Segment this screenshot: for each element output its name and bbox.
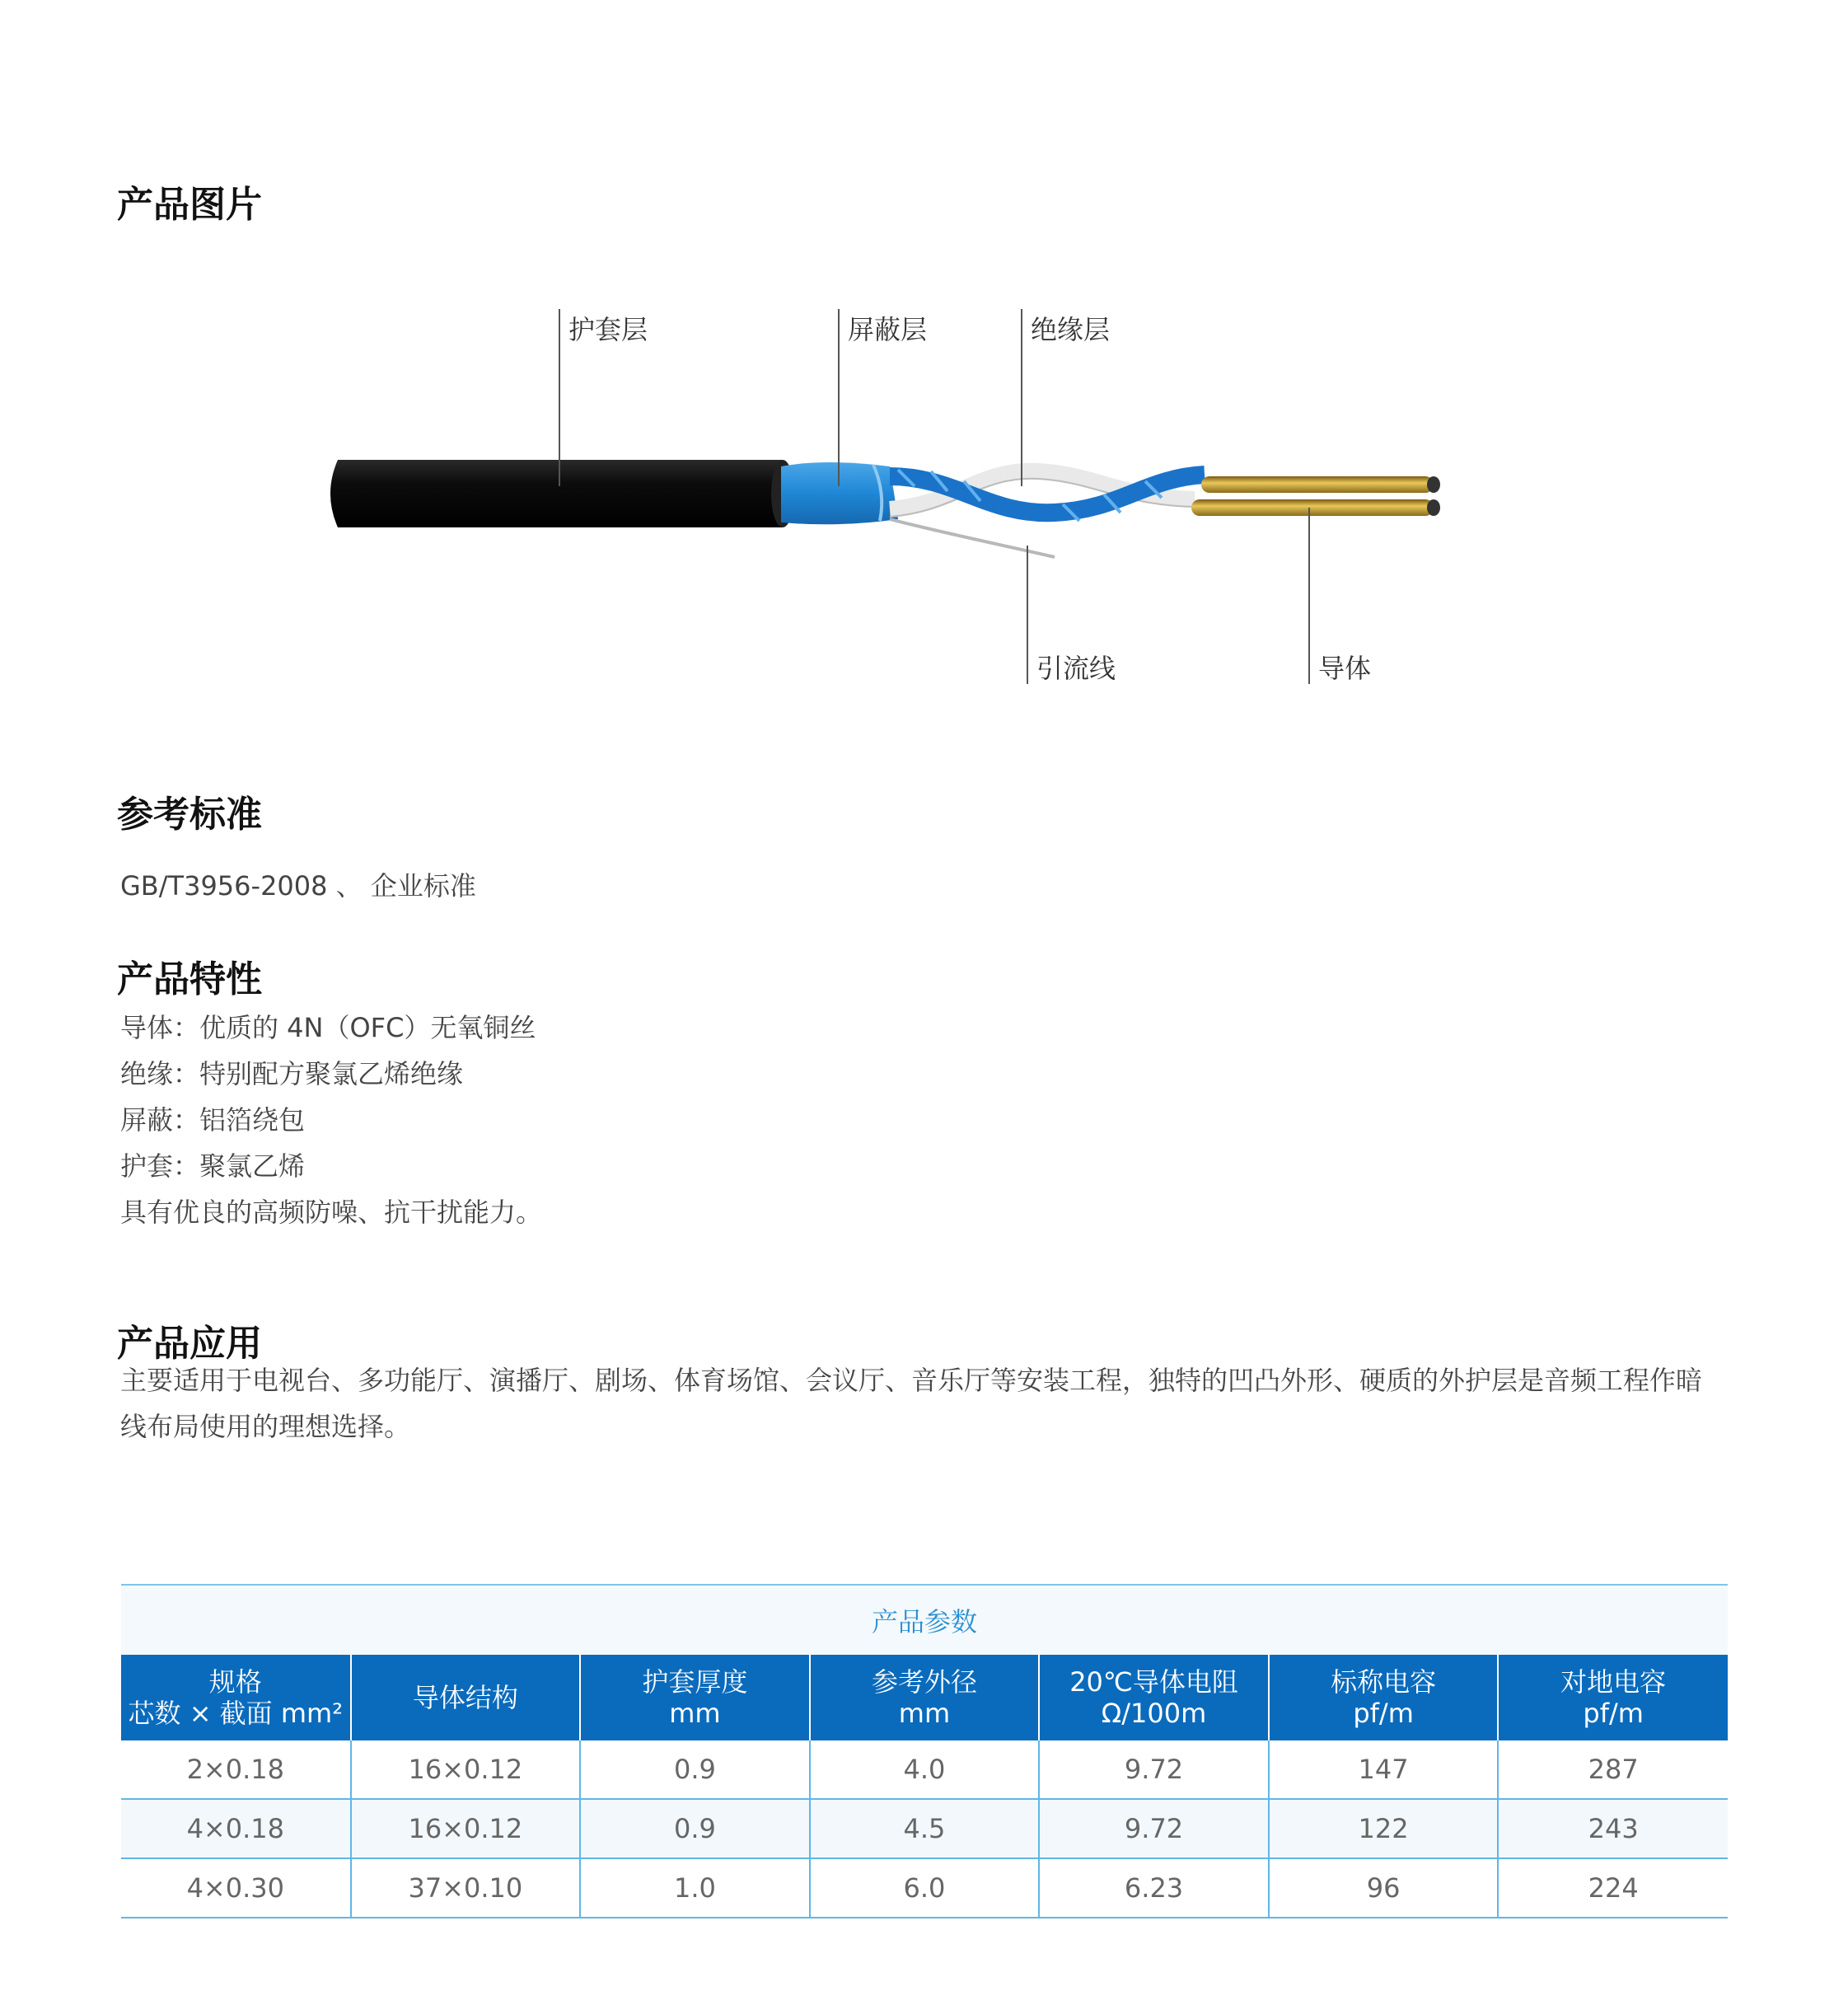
feature-item: 具有优良的高频防噪、抗干扰能力。 bbox=[120, 1197, 543, 1228]
feature-item: 屏蔽：铝箔绕包 bbox=[120, 1104, 306, 1136]
section-title-standard: 参考标准 bbox=[117, 794, 262, 836]
table-cell: 2×0.18 bbox=[121, 1740, 351, 1799]
feature-item: 护套：聚氯乙烯 bbox=[120, 1150, 306, 1182]
table-cell: 4×0.30 bbox=[121, 1858, 351, 1918]
conductor-top bbox=[1201, 476, 1434, 493]
conductor-bottom bbox=[1191, 499, 1434, 516]
section-title-features: 产品特性 bbox=[117, 958, 262, 1000]
label-conductor: 导体 bbox=[1318, 653, 1372, 684]
header-outer-diameter: 参考外径 mm bbox=[810, 1655, 1040, 1740]
table-caption: 产品参数 bbox=[121, 1585, 1728, 1655]
table-cell: 287 bbox=[1498, 1740, 1728, 1799]
table-cell: 6.23 bbox=[1039, 1858, 1269, 1918]
table-cell: 122 bbox=[1269, 1799, 1499, 1858]
header-nominal-capacitance: 标称电容 pf/m bbox=[1269, 1655, 1499, 1740]
params-table bbox=[121, 1584, 1728, 1918]
section-title-application: 产品应用 bbox=[117, 1323, 262, 1365]
table-cell: 4.5 bbox=[810, 1799, 1040, 1858]
table-cell: 16×0.12 bbox=[351, 1740, 581, 1799]
table-cell: 9.72 bbox=[1039, 1740, 1269, 1799]
table-cell: 4×0.18 bbox=[121, 1799, 351, 1858]
application-line: 线布局使用的理想选择。 bbox=[120, 1411, 411, 1442]
feature-item: 导体：优质的 4N（OFC）无氧铜丝 bbox=[120, 1012, 536, 1043]
label-shield: 屏蔽层 bbox=[848, 314, 928, 345]
header-conductor-structure: 导体结构 bbox=[351, 1655, 581, 1740]
header-resistance: 20℃导体电阻 Ω/100m bbox=[1039, 1655, 1269, 1740]
label-insulation: 绝缘层 bbox=[1031, 314, 1111, 345]
label-drain: 引流线 bbox=[1036, 653, 1116, 684]
section-title-picture: 产品图片 bbox=[117, 184, 262, 226]
table-row bbox=[121, 1858, 1728, 1918]
table-row bbox=[121, 1740, 1728, 1799]
table-cell: 6.0 bbox=[810, 1858, 1040, 1918]
feature-item: 绝缘：特别配方聚氯乙烯绝缘 bbox=[120, 1058, 464, 1089]
table-cell: 1.0 bbox=[580, 1858, 810, 1918]
header-spec: 规格 芯数 × 截面 mm² bbox=[121, 1655, 351, 1740]
header-ground-capacitance: 对地电容 pf/m bbox=[1498, 1655, 1728, 1740]
table-cell: 243 bbox=[1498, 1799, 1728, 1858]
table-row bbox=[121, 1799, 1728, 1858]
drain-wire bbox=[890, 519, 1055, 557]
table-cell: 96 bbox=[1269, 1858, 1499, 1918]
header-sheath-thickness: 护套厚度 mm bbox=[580, 1655, 810, 1740]
cable-diagram bbox=[0, 0, 1848, 725]
table-cell: 147 bbox=[1269, 1740, 1499, 1799]
table-cell: 9.72 bbox=[1039, 1799, 1269, 1858]
table-cell: 0.9 bbox=[580, 1740, 810, 1799]
table-header-row bbox=[121, 1655, 1728, 1740]
table-cell: 16×0.12 bbox=[351, 1799, 581, 1858]
table-cell: 4.0 bbox=[810, 1740, 1040, 1799]
table-cell: 224 bbox=[1498, 1858, 1728, 1918]
label-sheath: 护套层 bbox=[568, 314, 648, 345]
table-cell: 37×0.10 bbox=[351, 1858, 581, 1918]
application-line: 主要适用于电视台、多功能厅、演播厅、剧场、体育场馆、会议厅、音乐厅等安装工程，独特的凹凸外形、硬质的外护层是音频工程作暗 bbox=[120, 1365, 1703, 1396]
standard-text: GB/T3956-2008 、 企业标准 bbox=[120, 870, 476, 902]
table-cell: 0.9 bbox=[580, 1799, 810, 1858]
